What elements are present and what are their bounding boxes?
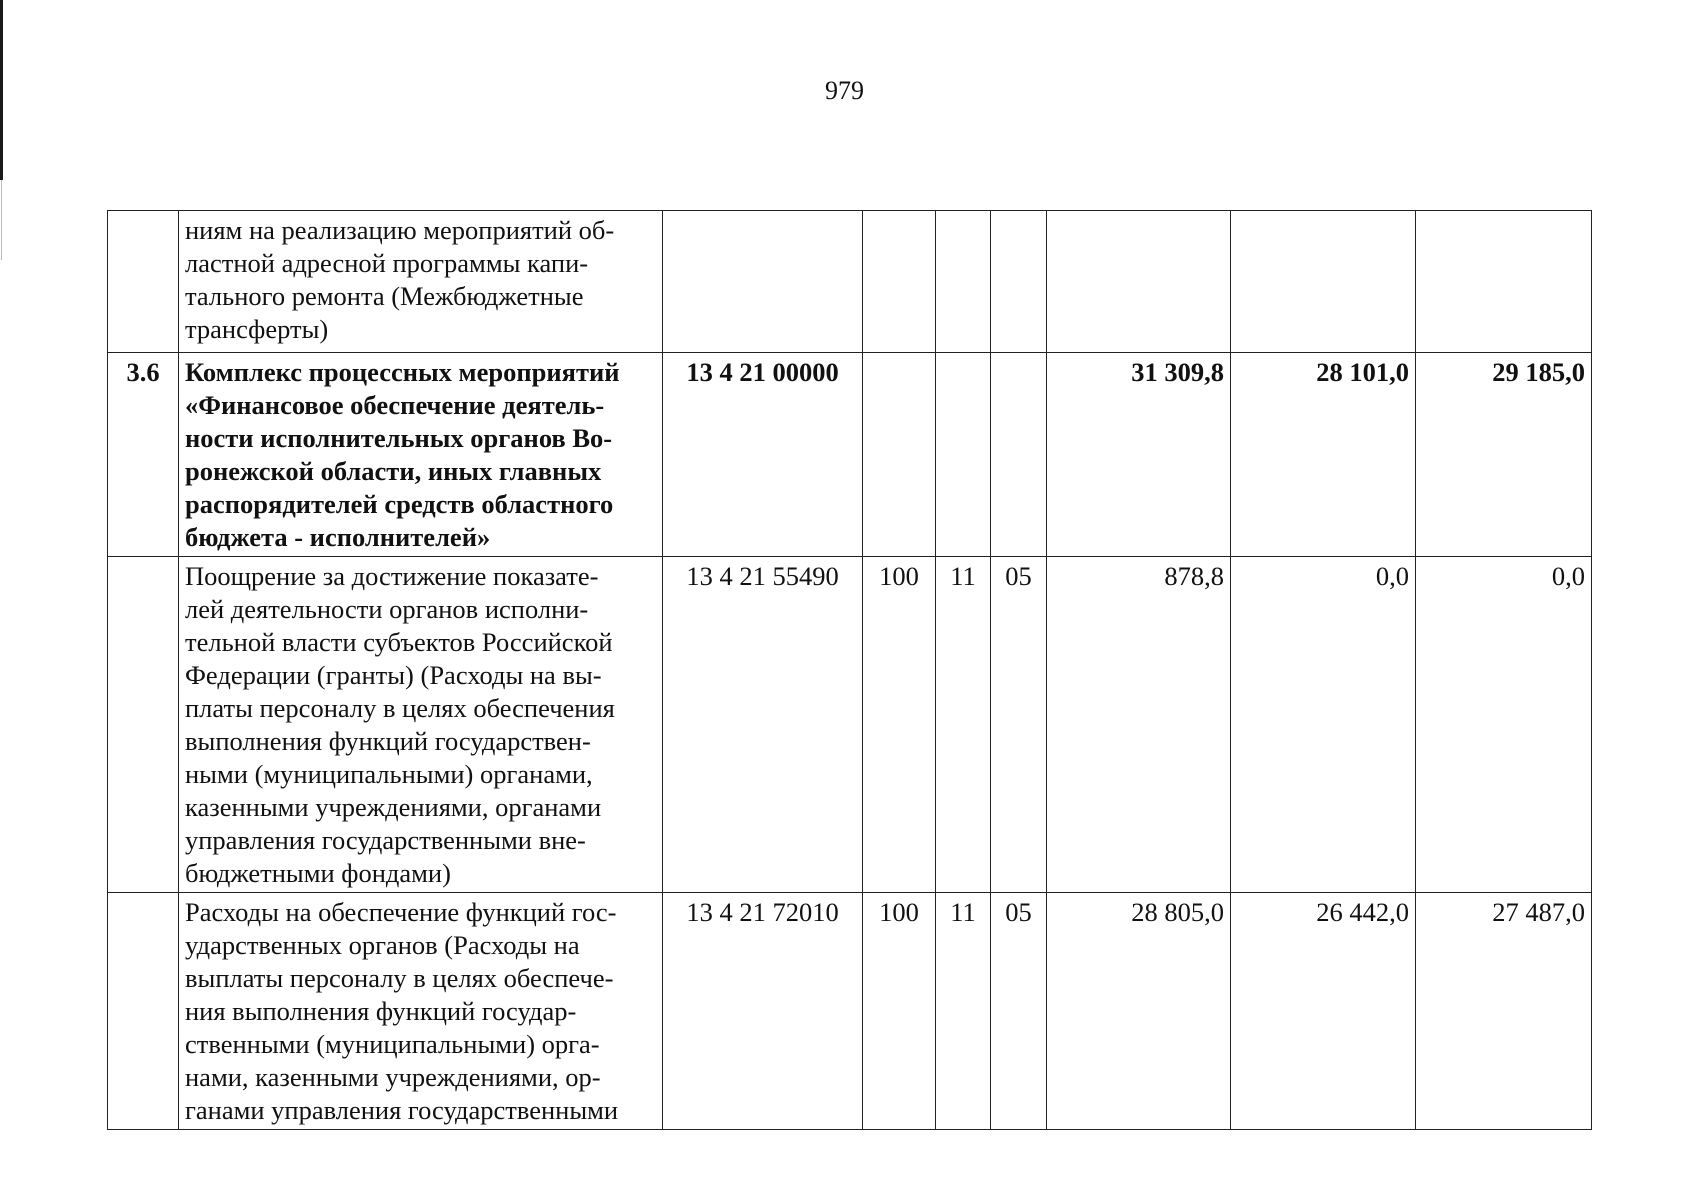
row-number-cell bbox=[108, 557, 179, 893]
name-line: казенными учреждениями, органами bbox=[185, 792, 602, 822]
amount-year1-cell: 28 805,0 bbox=[1047, 893, 1231, 1130]
name-line: ности исполнительных органов Во- bbox=[185, 423, 613, 453]
name-line: ронежской области, иных главных bbox=[185, 456, 602, 486]
row-number-cell bbox=[108, 211, 179, 353]
name-line: бюджетными фондами) bbox=[185, 858, 451, 888]
row-name-cell bbox=[179, 211, 663, 353]
section-cell bbox=[936, 211, 991, 353]
budget-table-body bbox=[108, 211, 1592, 1130]
name-line: выполнения функций государствен- bbox=[185, 726, 591, 756]
row-number-cell: 3.6 bbox=[108, 353, 179, 557]
row-name-cell bbox=[179, 353, 663, 557]
expense-type-cell bbox=[863, 353, 936, 557]
name-line: тального ремонта (Межбюджетные bbox=[185, 281, 584, 311]
subsection-cell: 05 bbox=[991, 893, 1047, 1130]
row-number-cell bbox=[108, 893, 179, 1130]
amount-year2-cell: 26 442,0 bbox=[1231, 893, 1416, 1130]
name-line: ниям на реализацию мероприятий об- bbox=[185, 215, 615, 245]
section-cell: 11 bbox=[936, 557, 991, 893]
name-line: ными (муниципальными) органами, bbox=[185, 759, 593, 789]
expense-type-cell: 100 bbox=[863, 893, 936, 1130]
expense-type-cell bbox=[863, 211, 936, 353]
name-line: Поощрение за достижение показате- bbox=[185, 561, 599, 591]
section-cell bbox=[936, 353, 991, 557]
amount-year3-cell bbox=[1416, 211, 1592, 353]
name-line: трансферты) bbox=[185, 314, 329, 344]
row-name-cell bbox=[179, 557, 663, 893]
name-line: ния выполнения функций государ- bbox=[185, 996, 577, 1026]
amount-year3-cell: 27 487,0 bbox=[1416, 893, 1592, 1130]
target-code-cell: 13 4 21 00000 bbox=[663, 353, 863, 557]
budget-table bbox=[107, 210, 1592, 1130]
subsection-cell bbox=[991, 211, 1047, 353]
table-row bbox=[108, 893, 1592, 1130]
table-row bbox=[108, 353, 1592, 557]
name-line: лей деятельности органов исполни- bbox=[185, 594, 589, 624]
amount-year1-cell bbox=[1047, 211, 1231, 353]
subsection-cell: 05 bbox=[991, 557, 1047, 893]
name-line: Федерации (гранты) (Расходы на вы- bbox=[185, 660, 602, 690]
name-line: ударственных органов (Расходы на bbox=[185, 930, 580, 960]
name-line: выплаты персоналу в целях обеспече- bbox=[185, 963, 614, 993]
section-cell: 11 bbox=[936, 893, 991, 1130]
name-line: ластной адресной программы капи- bbox=[185, 248, 589, 278]
name-line: распорядителей средств областного bbox=[185, 489, 614, 519]
amount-year3-cell: 29 185,0 bbox=[1416, 353, 1592, 557]
table-row bbox=[108, 557, 1592, 893]
table-row bbox=[108, 211, 1592, 353]
name-line: платы персоналу в целях обеспечения bbox=[185, 693, 615, 723]
subsection-cell bbox=[991, 353, 1047, 557]
name-line: управления государственными вне- bbox=[185, 825, 586, 855]
amount-year3-cell: 0,0 bbox=[1416, 557, 1592, 893]
expense-type-cell: 100 bbox=[863, 557, 936, 893]
page-number: 979 bbox=[825, 76, 864, 105]
amount-year2-cell: 0,0 bbox=[1231, 557, 1416, 893]
name-line: нами, казенными учреждениями, ор- bbox=[185, 1062, 601, 1092]
target-code-cell: 13 4 21 55490 bbox=[663, 557, 863, 893]
name-line: Расходы на обеспечение функций гос- bbox=[185, 897, 617, 927]
name-line: ственными (муниципальными) орга- bbox=[185, 1029, 600, 1059]
amount-year1-cell: 31 309,8 bbox=[1047, 353, 1231, 557]
target-code-cell: 13 4 21 72010 bbox=[663, 893, 863, 1130]
amount-year2-cell: 28 101,0 bbox=[1231, 353, 1416, 557]
amount-year1-cell: 878,8 bbox=[1047, 557, 1231, 893]
scan-margin-line-faint bbox=[1, 180, 2, 260]
name-line: Комплекс процессных мероприятий bbox=[185, 357, 620, 387]
row-name-cell bbox=[179, 893, 663, 1130]
name-line: «Финансовое обеспечение деятель- bbox=[185, 390, 605, 420]
name-line: бюджета - исполнителей» bbox=[185, 522, 491, 552]
target-code-cell bbox=[663, 211, 863, 353]
name-line: тельной власти субъектов Российской bbox=[185, 627, 613, 657]
amount-year2-cell bbox=[1231, 211, 1416, 353]
name-line: ганами управления государственными bbox=[185, 1095, 619, 1125]
